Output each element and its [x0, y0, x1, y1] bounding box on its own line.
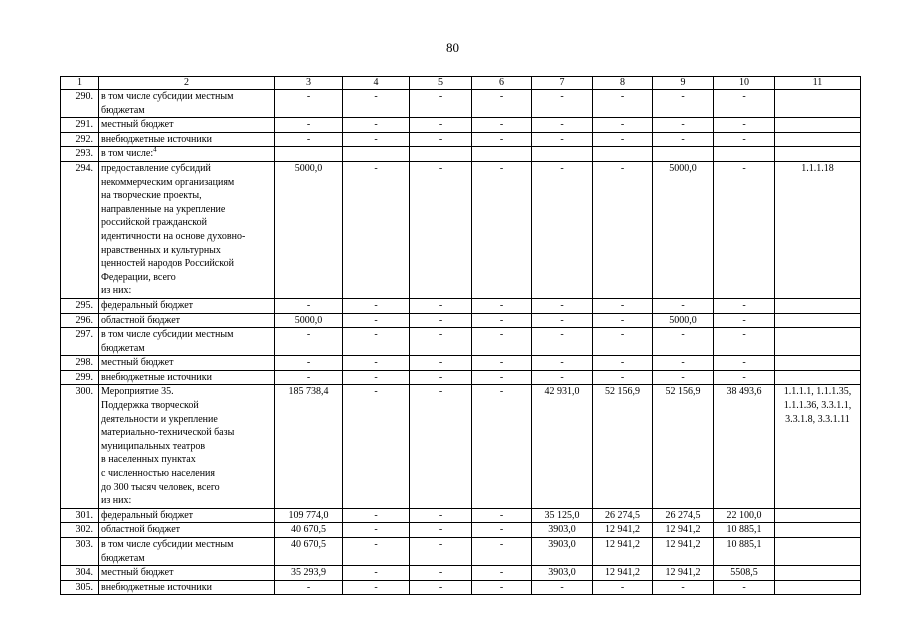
- reference-line: 1.1.1.36, 3.3.1.1,: [783, 400, 852, 412]
- row-description: [99, 161, 275, 298]
- value-cell-c3: -: [275, 298, 343, 313]
- description-line: Поддержка творческой: [101, 400, 199, 412]
- value-cell-c8: -: [593, 118, 653, 133]
- description-line: внебюджетные источники: [101, 133, 212, 145]
- description-line: федеральный бюджет: [101, 509, 194, 521]
- description-line: предоставление субсидий: [101, 162, 211, 174]
- column-header: 4: [343, 77, 410, 90]
- table-row: [61, 161, 861, 298]
- value-cell-c10: -: [714, 298, 775, 313]
- row-reference: [775, 328, 861, 356]
- value-cell-c9: -: [653, 580, 714, 595]
- row-reference: [775, 523, 861, 538]
- value-cell-c7: 3903,0: [532, 538, 593, 566]
- table-row: [61, 566, 861, 581]
- value-cell-c10: -: [714, 90, 775, 118]
- row-reference: [775, 313, 861, 328]
- row-reference: [775, 538, 861, 566]
- description-line: областной бюджет: [101, 314, 181, 326]
- row-description: [99, 90, 275, 118]
- value-cell-c9: 52 156,9: [653, 385, 714, 508]
- value-cell-c4: -: [343, 118, 410, 133]
- value-cell-c5: -: [410, 566, 472, 581]
- table-row: [61, 328, 861, 356]
- value-cell-c8: -: [593, 161, 653, 298]
- value-cell-c3: -: [275, 370, 343, 385]
- description-line: федеральный бюджет: [101, 299, 194, 311]
- row-number: 298.: [61, 356, 99, 371]
- table-row: [61, 508, 861, 523]
- value-cell-c5: -: [410, 328, 472, 356]
- value-cell-c6: -: [472, 298, 532, 313]
- description-line: в населенных пунктах: [101, 454, 196, 466]
- value-cell-c5: -: [410, 298, 472, 313]
- value-cell-c3: 35 293,9: [275, 566, 343, 581]
- value-cell-c3: -: [275, 580, 343, 595]
- value-cell-c10: -: [714, 313, 775, 328]
- row-reference: [775, 132, 861, 147]
- value-cell-c7: 35 125,0: [532, 508, 593, 523]
- value-cell-c3: [275, 147, 343, 162]
- value-cell-c4: -: [343, 538, 410, 566]
- description-line: нравственных и культурных: [101, 244, 221, 256]
- value-cell-c7: 3903,0: [532, 566, 593, 581]
- value-cell-c8: -: [593, 580, 653, 595]
- table-row: [61, 298, 861, 313]
- description-line: в том числе:: [101, 148, 154, 160]
- row-number: 296.: [61, 313, 99, 328]
- value-cell-c9: 5000,0: [653, 313, 714, 328]
- description-line: бюджетам: [101, 342, 145, 354]
- table-row: [61, 132, 861, 147]
- row-reference: [775, 298, 861, 313]
- value-cell-c5: -: [410, 385, 472, 508]
- value-cell-c4: -: [343, 313, 410, 328]
- row-number: 301.: [61, 508, 99, 523]
- value-cell-c8: -: [593, 90, 653, 118]
- description-line: бюджетам: [101, 104, 145, 116]
- value-cell-c6: -: [472, 118, 532, 133]
- value-cell-c5: -: [410, 132, 472, 147]
- row-description: [99, 523, 275, 538]
- value-cell-c8: 26 274,5: [593, 508, 653, 523]
- value-cell-c10: 38 493,6: [714, 385, 775, 508]
- value-cell-c9: -: [653, 356, 714, 371]
- description-line: с численностью населения: [101, 468, 215, 480]
- value-cell-c8: 52 156,9: [593, 385, 653, 508]
- value-cell-c10: -: [714, 118, 775, 133]
- value-cell-c4: -: [343, 356, 410, 371]
- value-cell-c10: -: [714, 328, 775, 356]
- value-cell-c5: -: [410, 356, 472, 371]
- value-cell-c4: -: [343, 161, 410, 298]
- value-cell-c7: -: [532, 132, 593, 147]
- value-cell-c3: 40 670,5: [275, 538, 343, 566]
- description-line: направленные на укрепление: [101, 203, 226, 215]
- value-cell-c6: -: [472, 523, 532, 538]
- value-cell-c8: 12 941,2: [593, 538, 653, 566]
- value-cell-c10: -: [714, 356, 775, 371]
- table-row: [61, 90, 861, 118]
- row-reference: [775, 385, 861, 508]
- row-number: 304.: [61, 566, 99, 581]
- value-cell-c9: -: [653, 328, 714, 356]
- column-header: 3: [275, 77, 343, 90]
- budget-table: [60, 76, 861, 595]
- value-cell-c7: [532, 147, 593, 162]
- value-cell-c8: 12 941,2: [593, 523, 653, 538]
- value-cell-c4: -: [343, 385, 410, 508]
- description-line: идентичности на основе духовно-: [101, 230, 246, 242]
- value-cell-c3: -: [275, 356, 343, 371]
- column-header: 5: [410, 77, 472, 90]
- value-cell-c7: -: [532, 580, 593, 595]
- column-header: 2: [99, 77, 275, 90]
- value-cell-c3: 40 670,5: [275, 523, 343, 538]
- row-reference: [775, 580, 861, 595]
- value-cell-c6: -: [472, 313, 532, 328]
- row-description: [99, 313, 275, 328]
- row-reference: [775, 118, 861, 133]
- value-cell-c7: -: [532, 328, 593, 356]
- value-cell-c5: -: [410, 370, 472, 385]
- value-cell-c9: 12 941,2: [653, 523, 714, 538]
- row-number: 299.: [61, 370, 99, 385]
- value-cell-c3: 5000,0: [275, 161, 343, 298]
- row-description: [99, 566, 275, 581]
- table-body: [61, 90, 861, 595]
- value-cell-c7: -: [532, 161, 593, 298]
- value-cell-c8: -: [593, 370, 653, 385]
- description-line: муниципальных театров: [101, 440, 206, 452]
- row-number: 291.: [61, 118, 99, 133]
- value-cell-c8: -: [593, 328, 653, 356]
- description-line: Федерации, всего: [101, 271, 176, 283]
- value-cell-c6: -: [472, 370, 532, 385]
- value-cell-c9: 5000,0: [653, 161, 714, 298]
- value-cell-c9: [653, 147, 714, 162]
- description-line: в том числе субсидии местным: [101, 539, 234, 550]
- description-line: местный бюджет: [101, 357, 174, 369]
- reference-line: 1.1.1.18: [801, 162, 834, 174]
- value-cell-c9: -: [653, 90, 714, 118]
- description-line: из них:: [101, 285, 132, 297]
- row-reference: [775, 356, 861, 371]
- value-cell-c3: 5000,0: [275, 313, 343, 328]
- value-cell-c3: 109 774,0: [275, 508, 343, 523]
- value-cell-c5: [410, 147, 472, 162]
- row-description: [99, 356, 275, 371]
- row-description: [99, 370, 275, 385]
- value-cell-c3: -: [275, 118, 343, 133]
- value-cell-c5: -: [410, 538, 472, 566]
- column-header: 7: [532, 77, 593, 90]
- value-cell-c5: -: [410, 313, 472, 328]
- description-line: материально-технической базы: [101, 427, 235, 439]
- row-description: [99, 132, 275, 147]
- description-line: областной бюджет: [101, 524, 181, 536]
- description-line: в том числе субсидии местным: [101, 91, 234, 102]
- value-cell-c7: 3903,0: [532, 523, 593, 538]
- value-cell-c6: -: [472, 356, 532, 371]
- row-reference: [775, 508, 861, 523]
- row-reference: [775, 161, 861, 298]
- value-cell-c7: -: [532, 313, 593, 328]
- description-line: некоммерческим организациям: [101, 176, 235, 188]
- footnote-marker: 4: [153, 146, 157, 155]
- column-header: 8: [593, 77, 653, 90]
- value-cell-c6: -: [472, 508, 532, 523]
- value-cell-c8: [593, 147, 653, 162]
- value-cell-c7: -: [532, 356, 593, 371]
- value-cell-c10: -: [714, 370, 775, 385]
- value-cell-c8: 12 941,2: [593, 566, 653, 581]
- row-description: [99, 118, 275, 133]
- value-cell-c6: -: [472, 566, 532, 581]
- description-line: российской гражданской: [101, 217, 207, 229]
- value-cell-c10: 5508,5: [714, 566, 775, 581]
- row-reference: [775, 370, 861, 385]
- value-cell-c9: 12 941,2: [653, 538, 714, 566]
- description-line: местный бюджет: [101, 567, 174, 579]
- value-cell-c8: -: [593, 298, 653, 313]
- header-row: [61, 77, 861, 90]
- table-row: [61, 313, 861, 328]
- value-cell-c5: -: [410, 90, 472, 118]
- value-cell-c7: -: [532, 298, 593, 313]
- value-cell-c7: -: [532, 118, 593, 133]
- description-line: Мероприятие 35.: [101, 386, 174, 398]
- reference-line: 3.3.1.8, 3.3.1.11: [785, 413, 850, 425]
- row-description: [99, 147, 275, 162]
- row-number: 292.: [61, 132, 99, 147]
- row-number: 294.: [61, 161, 99, 298]
- value-cell-c8: -: [593, 356, 653, 371]
- row-number: 290.: [61, 90, 99, 118]
- table-row: [61, 147, 861, 162]
- column-header: 1: [61, 77, 99, 90]
- value-cell-c9: -: [653, 298, 714, 313]
- value-cell-c10: 22 100,0: [714, 508, 775, 523]
- value-cell-c10: -: [714, 580, 775, 595]
- row-number: 302.: [61, 523, 99, 538]
- value-cell-c6: -: [472, 580, 532, 595]
- description-line: из них:: [101, 495, 132, 507]
- value-cell-c4: -: [343, 90, 410, 118]
- description-line: бюджетам: [101, 552, 145, 564]
- value-cell-c10: 10 885,1: [714, 538, 775, 566]
- value-cell-c4: -: [343, 566, 410, 581]
- value-cell-c10: -: [714, 161, 775, 298]
- description-line: в том числе субсидии местным: [101, 329, 234, 341]
- value-cell-c6: [472, 147, 532, 162]
- page-number: 80: [446, 40, 459, 55]
- description-line: до 300 тысяч человек, всего: [101, 481, 220, 493]
- row-number: 293.: [61, 147, 99, 162]
- value-cell-c4: [343, 147, 410, 162]
- value-cell-c6: -: [472, 161, 532, 298]
- table-row: [61, 370, 861, 385]
- value-cell-c7: -: [532, 90, 593, 118]
- row-description: [99, 508, 275, 523]
- value-cell-c9: 26 274,5: [653, 508, 714, 523]
- row-number: 295.: [61, 298, 99, 313]
- table-row: [61, 580, 861, 595]
- row-description: [99, 580, 275, 595]
- value-cell-c8: -: [593, 132, 653, 147]
- value-cell-c5: -: [410, 161, 472, 298]
- description-line: внебюджетные источники: [101, 581, 212, 593]
- value-cell-c10: [714, 147, 775, 162]
- value-cell-c10: -: [714, 132, 775, 147]
- value-cell-c3: -: [275, 90, 343, 118]
- column-header: 6: [472, 77, 532, 90]
- table-row: [61, 523, 861, 538]
- value-cell-c5: -: [410, 508, 472, 523]
- column-header: 11: [775, 77, 861, 90]
- value-cell-c3: -: [275, 132, 343, 147]
- value-cell-c7: -: [532, 370, 593, 385]
- value-cell-c6: -: [472, 385, 532, 508]
- table-row: [61, 538, 861, 566]
- row-number: 305.: [61, 580, 99, 595]
- row-description: [99, 538, 275, 566]
- table-row: [61, 118, 861, 133]
- table-row: [61, 356, 861, 371]
- value-cell-c7: 42 931,0: [532, 385, 593, 508]
- value-cell-c5: -: [410, 523, 472, 538]
- value-cell-c9: -: [653, 132, 714, 147]
- value-cell-c4: -: [343, 132, 410, 147]
- value-cell-c6: -: [472, 538, 532, 566]
- value-cell-c10: 10 885,1: [714, 523, 775, 538]
- description-line: ценностей народов Российской: [101, 258, 234, 270]
- column-header: 9: [653, 77, 714, 90]
- row-description: [99, 328, 275, 356]
- row-reference: [775, 90, 861, 118]
- value-cell-c8: -: [593, 313, 653, 328]
- value-cell-c4: -: [343, 328, 410, 356]
- value-cell-c9: -: [653, 370, 714, 385]
- description-line: деятельности и укрепление: [101, 413, 218, 425]
- row-reference: [775, 566, 861, 581]
- value-cell-c4: -: [343, 370, 410, 385]
- description-line: внебюджетные источники: [101, 371, 212, 383]
- reference-line: 1.1.1.1, 1.1.1.35,: [783, 386, 852, 398]
- value-cell-c3: -: [275, 328, 343, 356]
- row-description: [99, 298, 275, 313]
- table-row: [61, 385, 861, 508]
- value-cell-c9: -: [653, 118, 714, 133]
- column-header: 10: [714, 77, 775, 90]
- row-reference: [775, 147, 861, 162]
- value-cell-c4: -: [343, 523, 410, 538]
- value-cell-c5: -: [410, 580, 472, 595]
- description-line: на творческие проекты,: [101, 190, 202, 202]
- value-cell-c4: -: [343, 298, 410, 313]
- value-cell-c4: -: [343, 508, 410, 523]
- value-cell-c4: -: [343, 580, 410, 595]
- row-number: 300.: [61, 385, 99, 508]
- value-cell-c6: -: [472, 328, 532, 356]
- row-description: [99, 385, 275, 508]
- row-number: 297.: [61, 328, 99, 356]
- value-cell-c3: 185 738,4: [275, 385, 343, 508]
- value-cell-c5: -: [410, 118, 472, 133]
- value-cell-c6: -: [472, 132, 532, 147]
- row-number: 303.: [61, 538, 99, 566]
- description-line: местный бюджет: [101, 119, 174, 131]
- value-cell-c6: -: [472, 90, 532, 118]
- value-cell-c9: 12 941,2: [653, 566, 714, 581]
